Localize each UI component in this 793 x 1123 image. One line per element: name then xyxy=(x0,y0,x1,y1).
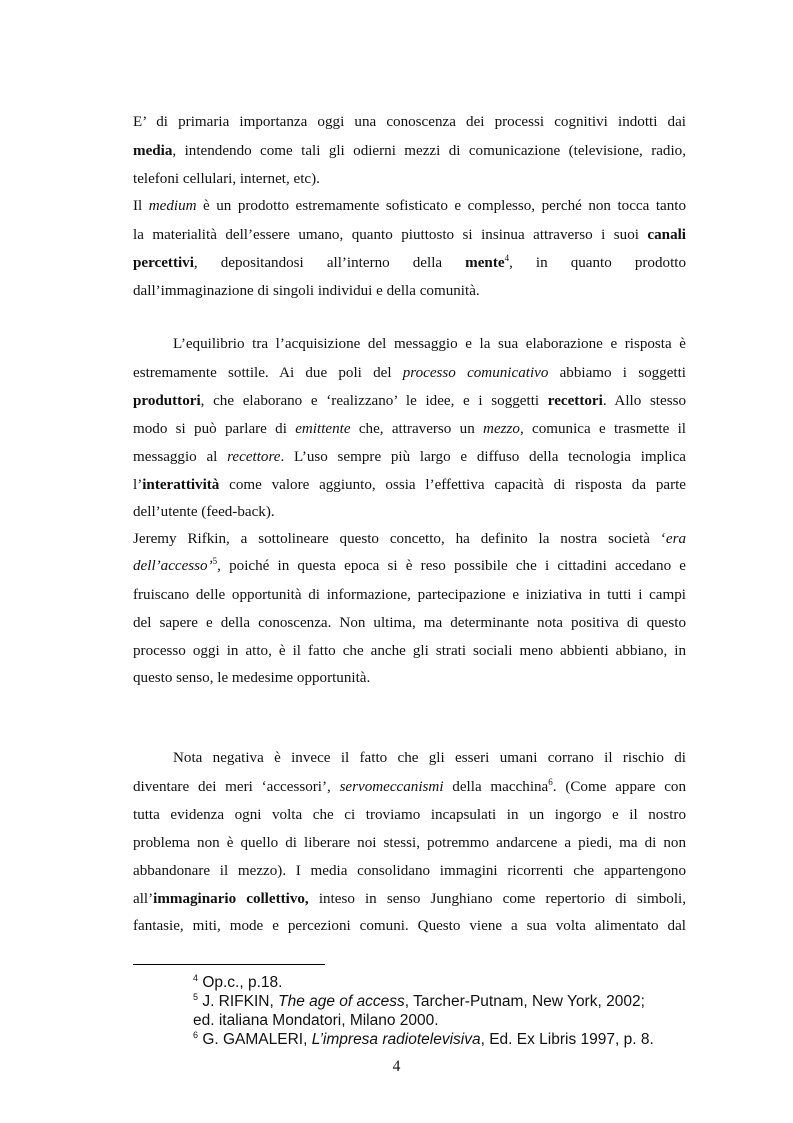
p2-line-9: dell’accesso’$^5$, poiché in questa epoca si è reso possibile che i cittadini accedano e xyxy=(133,556,686,574)
p2-line-11: del sapere e della conoscenza. Non ultima, ma determinante nota positiva di questo xyxy=(133,615,686,631)
p2-line-7: dell’utente (feed-back). xyxy=(133,504,275,520)
p2-line-5: messaggio al recettore. L’uso sempre più largo e diffuso della tecnologia implica xyxy=(133,449,687,465)
page-number: 4 xyxy=(392,1058,401,1075)
p2-line-12: processo oggi in atto, è il fatto che anche gli strati sociali meno abbienti abbiano, in xyxy=(133,643,686,659)
p2-line-3: produttori, che elaborano e ‘realizzano’ le idee, e i soggetti recettori. Allo stesso xyxy=(133,393,686,409)
p3-line-5: abbandonare il mezzo). I media consolidano immagini ricorrenti che appartengono xyxy=(133,863,686,879)
footnote-ref-5: 5 xyxy=(212,556,218,566)
p3-line-1: Nota negativa è invece il fatto che gli esseri umani corrano il rischio di xyxy=(173,750,686,766)
footnote-separator xyxy=(133,964,325,965)
p2-line-1: L’equilibrio tra l’acquisizione del messaggio e la sua elaborazione e risposta è xyxy=(173,336,686,352)
p2-line-4: modo si può parlare di emittente che, attraverso un mezzo, comunica e trasmette il xyxy=(133,421,686,437)
p1-line-3: telefoni cellulari, internet, etc). xyxy=(133,171,320,187)
footnote-ref-6: 6 xyxy=(548,777,553,787)
footnote-5: $^5$ J. RIFKIN, The age of access, Tarcher-Putnam, New York, 2002; xyxy=(193,992,645,1010)
p1-line-1: E’ di primaria importanza oggi una conoscenza dei processi cognitivi indotti dai xyxy=(133,114,686,130)
footnote-4: $^4$ Op.c., p.18. xyxy=(193,973,283,991)
footnote-6: $^6$ G. GAMALERI, L’impresa radiotelevisiva, Ed. Ex Libris 1997, p. 8. xyxy=(193,1030,654,1048)
footnote-5-line-2: ed. italiana Mondatori, Milano 2000. xyxy=(193,1012,439,1029)
p2-line-2: estremamente sottile. Ai due poli del processo comunicativo abbiamo i soggetti xyxy=(133,365,686,381)
p3-line-6: all’immaginario collettivo, inteso in senso Junghiano come repertorio di simboli, xyxy=(133,891,686,907)
p3-line-4: problema non è quello di liberare noi stessi, potremmo andarcene a piedi, ma di non xyxy=(133,835,686,851)
p2-line-6: l’interattività come valore aggiunto, ossia l’effettiva capacità di risposta da parte xyxy=(133,477,686,493)
p2-line-13: questo senso, le medesime opportunità. xyxy=(133,670,371,686)
p1-line-5: la materialità dell’essere umano, quanto piuttosto si insinua attraverso i suoi canali xyxy=(133,227,686,243)
p3-line-3: tutta evidenza ogni volta che ci troviamo incapsulati in un ingorgo e il nostro xyxy=(133,807,686,823)
p2-line-8: Jeremy Rifkin, a sottolineare questo concetto, ha definito la nostra società ‘era xyxy=(133,531,686,547)
p1-line-7: dall’immaginazione di singoli individui e della comunità. xyxy=(133,283,480,299)
p1-line-4: Il medium è un prodotto estremamente sofisticato e complesso, perché non tocca tanto xyxy=(133,198,686,214)
footnote-ref-4: 4 xyxy=(504,253,510,263)
p1-line-6: percettivi, depositandosi all’interno della mente$^4$, in quanto prodotto xyxy=(133,253,687,271)
p3-line-2: diventare dei meri ‘accessori’, servomeccanismi della macchina$^6$. (Come appare con xyxy=(133,777,687,795)
p1-line-2: media, intendendo come tali gli odierni mezzi di comunicazione (televisione, radio, xyxy=(133,143,686,159)
p3-line-7: fantasie, miti, mode e percezioni comuni. Questo viene a sua volta alimentato dal xyxy=(133,918,686,934)
p2-line-10: fruiscano delle opportunità di informazione, partecipazione e iniziativa in tutti i campi xyxy=(133,587,686,603)
